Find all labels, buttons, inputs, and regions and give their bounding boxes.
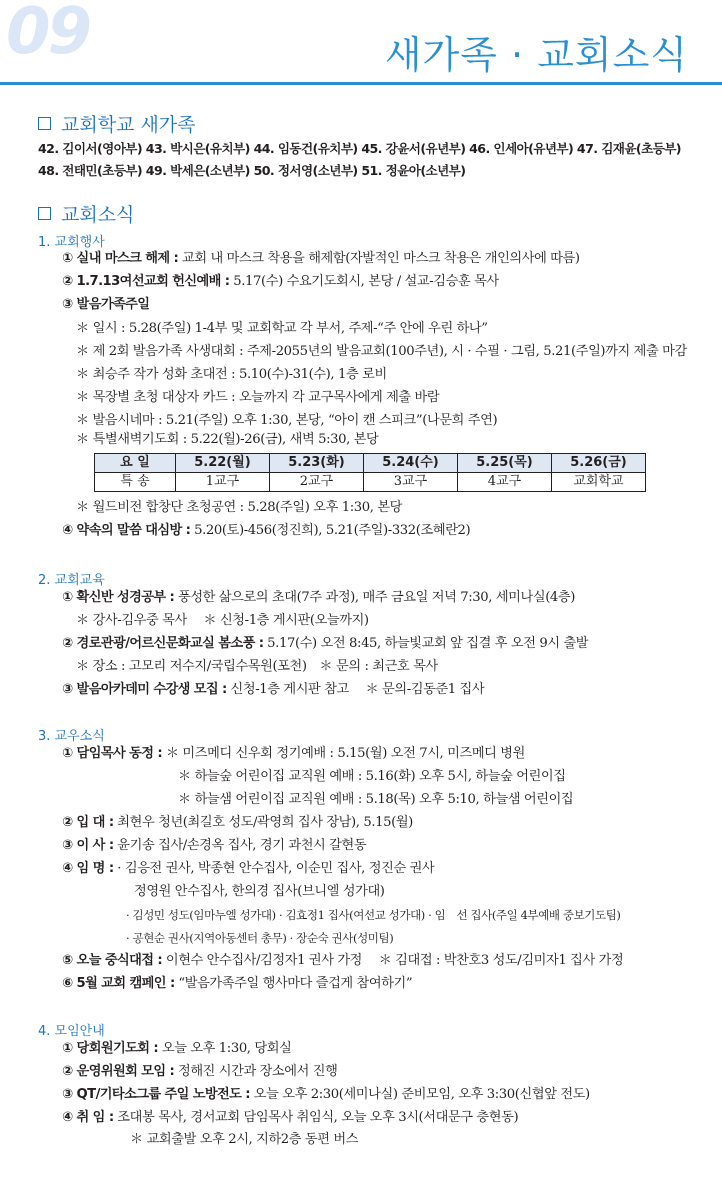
member-news-line: 정영원 안수집사, 한의경 집사(브니엘 성가대): [134, 884, 385, 899]
item-text: 조대봉 목사, 경서교회 담임목사 취임식, 오늘 오후 3시(서대문구 충현동): [113, 1110, 519, 1125]
table-cell: 5.26(금): [552, 454, 646, 473]
page-title: 새가족 · 교회소식: [384, 33, 688, 77]
item-label: ④ 취 임 :: [62, 1110, 114, 1125]
item-text: 정해진 시간과 장소에서 진행: [174, 1064, 338, 1079]
item-label: ② 1.7.13여선교회 헌신예배 :: [62, 274, 230, 289]
item-label: ② 운영위원회 모임 :: [62, 1064, 175, 1079]
item-text: 교회 내 마스크 착용을 해제함(자발적인 마스크 착용은 개인의사에 따름): [178, 251, 580, 266]
item-text: 신청-1층 게시판 참고 ＊ 문의-김동준1 집사: [226, 682, 485, 697]
event-item: [62, 273, 499, 291]
meeting-item: [62, 1040, 291, 1058]
education-item: [62, 635, 588, 653]
dawn-prayer-schedule-table: [94, 453, 646, 492]
item-text: 풍성한 삶으로의 초대(7주 과정), 매주 금요일 저녁 7:30, 세미나실(4층): [174, 590, 576, 605]
item-text: 오늘 오후 1:30, 당회실: [158, 1041, 292, 1056]
member-news-line: ＊ 하늘샘 어린이집 교직원 예배 : 5.18(목) 오후 5:10, 하늘샘 어린이집: [178, 792, 574, 807]
event-item: [62, 522, 470, 540]
item-text: 오늘 오후 2:30(세미나실) 준비모임, 오후 3:30(신협앞 전도): [249, 1087, 590, 1102]
item-label: ① 확신반 성경공부 :: [62, 590, 175, 605]
item-text: 5.17(수) 오전 8:45, 하늘빛교회 앞 집결 후 오전 9시 출발: [263, 636, 589, 651]
member-news-item: [62, 837, 366, 855]
event-bullet: ＊ 발음시네마 : 5.21(주일) 오후 1:30, 본당, “아이 캔 스피크”(나문희 주연): [76, 413, 498, 428]
section-new-family-heading: [38, 110, 196, 137]
education-item: [62, 681, 484, 699]
education-bullet: ＊ 장소 : 고모리 저수지/국립수목원(포천) ＊ 문의 : 최근호 목사: [76, 659, 438, 674]
member-news-line: ＊ 하늘숲 어린이집 교직원 예배 : 5.16(화) 오후 5시, 하늘숲 어린이집: [178, 769, 566, 784]
subsection-education-title: 2. 교회교육: [38, 573, 105, 588]
member-news-item: [62, 952, 623, 970]
item-label: ② 입 대 :: [62, 815, 114, 830]
education-bullet: ＊ 강사-김우중 목사 ＊ 신청-1층 게시판(오늘까지): [76, 613, 369, 628]
event-bullet: ＊ 특별새벽기도회 : 5.22(월)-26(금), 새벽 5:30, 본당: [76, 432, 379, 447]
item-text: · 김응전 권사, 박종현 안수집사, 이순민 집사, 정진순 권사: [113, 861, 435, 876]
table-cell: 5.23(화): [270, 454, 364, 473]
square-bullet-icon: [38, 117, 51, 130]
event-bullet: ＊ 목장별 초청 대상자 카드 : 오늘까지 각 교구목사에게 제출 바람: [76, 390, 440, 405]
member-news-item: [62, 975, 412, 993]
event-bullet: ＊ 월드비전 합창단 초청공연 : 5.28(주일) 오후 1:30, 본당: [76, 500, 402, 515]
event-item: [62, 250, 580, 268]
member-news-item: [62, 860, 434, 878]
item-text: 5.17(수) 수요기도회시, 본당 / 설교-김승훈 목사: [229, 274, 499, 289]
table-cell: 3교구: [364, 473, 458, 492]
meeting-bullet: ＊ 교회출발 오후 2시, 지하2층 동편 버스: [130, 1132, 359, 1147]
item-label: ④ 임 명 :: [62, 861, 114, 876]
table-cell: 교회학교: [552, 473, 646, 492]
table-cell: 5.25(목): [458, 454, 552, 473]
member-news-line: · 김성민 성도(임마누엘 성가대) · 김효정1 집사(여선교 성가대) · 임 선 집사(주일 4부예배 중보기도팀): [126, 908, 621, 922]
member-news-item: [62, 814, 413, 832]
square-bullet-icon: [38, 207, 51, 220]
item-label: ① 당회원기도회 :: [62, 1041, 159, 1056]
table-cell: 5.24(수): [364, 454, 458, 473]
item-label: ⑤ 오늘 중식대접 :: [62, 953, 163, 968]
item-text: 이현수 안수집사/김정자1 권사 가정 ＊ 김대접 : 박찬호3 성도/김미자1 집사 가정: [162, 953, 624, 968]
member-news-line: · 공현순 권사(지역아동센터 총무) · 장순숙 권사(성미팀): [126, 931, 394, 945]
new-family-list-line: 42. 김이서(영아부) 43. 박시은(유치부) 44. 임동건(유치부) 45. 강윤서(유년부) 46. 인세아(유년부) 47. 김재윤(초등부): [38, 141, 681, 156]
meeting-item: [62, 1109, 518, 1127]
item-label: ② 경로관광/어르신문화교실 봄소풍 :: [62, 636, 264, 651]
section-title: 교회학교 새가족: [61, 114, 196, 136]
header-divider: [0, 82, 722, 85]
section-title: 교회소식: [61, 204, 135, 226]
item-label: ⑥ 5월 교회 캠페인 :: [62, 976, 175, 991]
event-bullet: ＊ 최승주 작가 성화 초대전 : 5.10(수)-31(수), 1층 로비: [76, 367, 387, 382]
table-cell: 4교구: [458, 473, 552, 492]
subsection-meetings-title: 4. 모임안내: [38, 1024, 105, 1039]
item-text: 윤기송 집사/손경옥 집사, 경기 과천시 갈현동: [113, 838, 367, 853]
item-text: ＊ 미즈메디 신우회 정기예배 : 5.15(월) 오전 7시, 미즈메디 병원: [162, 746, 525, 761]
table-cell: 요 일: [95, 454, 176, 473]
item-label: ④ 약속의 말씀 대심방 :: [62, 523, 191, 538]
table-cell: 1교구: [176, 473, 270, 492]
table-header-row: [95, 454, 646, 473]
item-label: ③ 발음아카데미 수강생 모집 :: [62, 682, 227, 697]
table-cell: 특 송: [95, 473, 176, 492]
meeting-item: [62, 1063, 337, 1081]
subsection-member-news-title: 3. 교우소식: [38, 729, 105, 744]
item-text: 최현우 청년(최길호 성도/곽영희 집사 장남), 5.15(월): [113, 815, 413, 830]
table-cell: 2교구: [270, 473, 364, 492]
item-label: ① 담임목사 동정 :: [62, 746, 163, 761]
new-family-list-line: 48. 전태민(초등부) 49. 박세은(소년부) 50. 정서영(소년부) 51. 정윤아(소년부): [38, 163, 466, 178]
member-news-item: [62, 745, 525, 763]
item-label: ③ QT/기타소그룹 주일 노방전도 :: [62, 1087, 250, 1102]
item-text: 5.20(토)-456(정진희), 5.21(주일)-332(조혜란2): [190, 523, 471, 538]
subsection-events-title: 1. 교회행사: [38, 235, 105, 250]
event-bullet: ＊ 제 2회 발음가족 사생대회 : 주제-2055년의 발음교회(100주년), 시 · 수필 · 그림, 5.21(주일)까지 제출 마감: [76, 344, 687, 359]
event-item-label: ③ 발음가족주일: [62, 297, 150, 312]
item-text: “발음가족주일 행사마다 즐겁게 참여하기”: [174, 976, 413, 991]
table-cell: 5.22(월): [176, 454, 270, 473]
section-church-news-heading: [38, 200, 134, 227]
item-label: ③ 이 사 :: [62, 838, 114, 853]
education-item: [62, 589, 575, 607]
event-bullet: ＊ 일시 : 5.28(주일) 1-4부 및 교회학교 각 부서, 주제-“주 안에 우린 하나”: [76, 321, 488, 336]
meeting-item: [62, 1086, 590, 1104]
table-row: [95, 473, 646, 492]
page-number: 09: [6, 0, 90, 69]
item-label: ① 실내 마스크 해제 :: [62, 251, 179, 266]
